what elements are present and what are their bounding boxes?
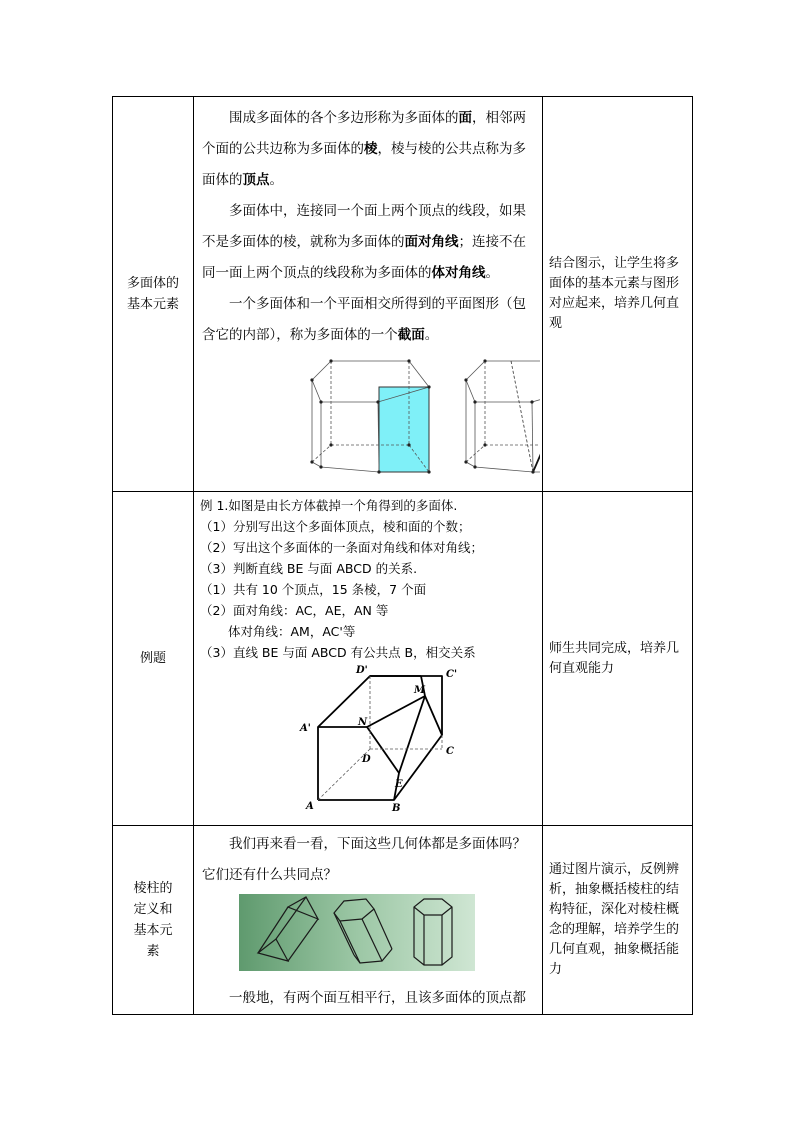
truncated-cuboid-figure <box>194 663 540 813</box>
example-line: （1）分别写出这个多面体顶点，棱和面的个数； <box>200 519 471 534</box>
vertex-label: A' <box>300 723 311 734</box>
row-label <box>113 826 194 1015</box>
content-cell <box>194 97 543 492</box>
row-label <box>113 97 194 492</box>
content-cell <box>194 826 543 1015</box>
vertex-label: C' <box>446 669 458 680</box>
vertex-label: N <box>358 717 368 728</box>
vertex-label: A <box>306 801 314 812</box>
paragraph: 围成多面体的各个多边形称为多面体的面，相邻两个面的公共边称为多面体的棱，棱与棱的公共点称为多面体的顶点。 <box>202 110 526 188</box>
vertex-label: M <box>414 685 426 696</box>
row-label <box>113 492 194 826</box>
content-cell <box>194 492 543 826</box>
answer-line: （1）共有 10 个顶点，15 条棱，7 个面 <box>200 582 427 597</box>
hexagonal-prism-figures <box>194 351 540 491</box>
teaching-note: 通过图片演示，反例辨析，抽象概括棱柱的结构特征，深化对棱柱概念的理解，培养学生的几何直观，抽象概括能力 <box>549 862 680 977</box>
answer-line: （3）直线 BE 与面 ABCD 有公共点 B，相交关系 <box>200 645 476 660</box>
note-cell <box>543 97 693 492</box>
table-row <box>113 826 693 1015</box>
row-label-text: 例题 <box>139 651 166 666</box>
note-cell <box>543 492 693 826</box>
prism-with-diagonals-figure <box>464 359 540 473</box>
example-line: （3）判断直线 BE 与面 ABCD 的关系. <box>200 561 418 576</box>
example-line: 例 1.如图是由长方体截掉一个角得到的多面体. <box>200 498 458 513</box>
paragraph: 一般地，有两个面互相平行，且该多面体的顶点都 <box>229 990 526 1006</box>
row-label-text: 多面体的基本元素 <box>126 276 179 312</box>
paragraph: 多面体中，连接同一个面上两个顶点的线段，如果不是多面体的棱，就称为多面体的面对角线；连接不在同一面上两个顶点的线段称为多面体的体对角线。 <box>202 203 526 281</box>
teaching-note: 师生共同完成，培养几何直观能力 <box>549 640 680 676</box>
table-row <box>113 97 693 492</box>
teaching-note: 结合图示，让学生将多面体的基本元素与图形对应起来，培养几何直观 <box>549 256 680 331</box>
prism-with-section-figure <box>310 359 430 473</box>
vertex-label: E <box>395 779 403 790</box>
vertex-label: B <box>392 803 401 813</box>
paragraph: 一个多面体和一个平面相交所得到的平面图形（包含它的内部），称为多面体的一个截面。 <box>202 296 526 343</box>
note-cell <box>543 826 693 1015</box>
vertex-label: D <box>362 754 371 765</box>
example-text <box>200 495 538 663</box>
prism-photos-figure <box>194 891 540 973</box>
answer-line: （2）面对角线：AC，AE，AN 等 <box>200 603 389 618</box>
row-label-text: 棱柱的定义和基本元素 <box>133 881 173 959</box>
vertex-label: C <box>446 746 454 757</box>
table-row <box>113 492 693 826</box>
answer-line: 体对角线：AM，AC'等 <box>228 624 356 639</box>
example-line: （2）写出这个多面体的一条面对角线和体对角线； <box>200 540 483 555</box>
paragraph: 我们再来看一看，下面这些几何体都是多面体吗？它们还有什么共同点？ <box>202 836 526 883</box>
vertex-label: D' <box>356 665 368 676</box>
lesson-table <box>112 96 693 1015</box>
